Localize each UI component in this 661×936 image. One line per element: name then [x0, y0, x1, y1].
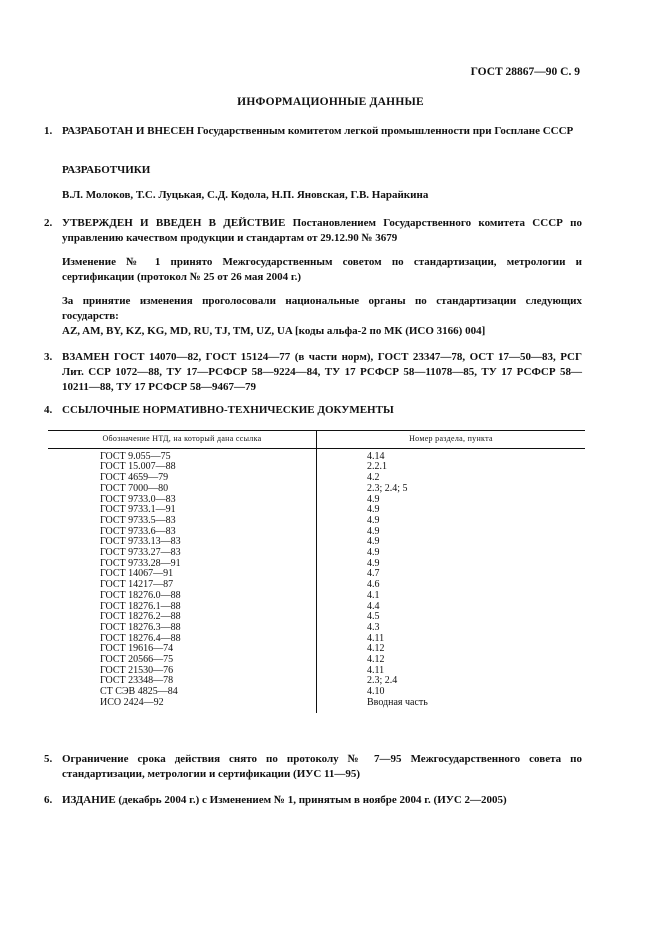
section-reference: 4.14	[367, 450, 385, 462]
section-reference: 4.2	[367, 472, 380, 484]
column-header-section: Номер раздела, пункта	[317, 431, 586, 449]
section-reference: Вводная часть	[367, 696, 428, 708]
document-designation: ГОСТ 7000—80	[48, 484, 317, 495]
voting-note: За принятие изменения проголосовали национальные органы по стандартизации следующих государств:	[62, 295, 582, 322]
section-reference: 4.9	[367, 514, 380, 526]
section-6-number: 6.	[44, 794, 53, 806]
section-reference: 2.3; 2.4	[367, 675, 398, 687]
document-designation: ГОСТ 18276.0—88	[48, 591, 317, 602]
document-designation: ГОСТ 14067—91	[48, 569, 317, 580]
document-designation: ГОСТ 9733.27—83	[48, 548, 317, 559]
section-reference: 2.3; 2.4; 5	[367, 482, 408, 494]
section-reference: 4.1	[367, 589, 380, 601]
column-header-document: Обозначение НТД, на который дана ссылка	[48, 431, 317, 449]
section-reference: 4.9	[367, 547, 380, 559]
document-designation: ГОСТ 9733.0—83	[48, 495, 317, 506]
document-designation: ГОСТ 9733.5—83	[48, 516, 317, 527]
section-4-number: 4.	[44, 404, 53, 416]
reference-table	[48, 430, 585, 713]
section-reference: 2.2.1	[367, 461, 387, 473]
document-designation: ГОСТ 14217—87	[48, 580, 317, 591]
section-reference: 4.11	[367, 664, 385, 676]
section-reference: 4.4	[367, 600, 380, 612]
section-2-number: 2.	[44, 217, 53, 229]
section-6-text: ИЗДАНИЕ (декабрь 2004 г.) с Изменением № 1, принятым в ноябре 2004 г. (ИУС 2—2005)	[62, 794, 507, 806]
section-3-number: 3.	[44, 351, 53, 363]
reference-table-body	[48, 448, 585, 712]
section-4-title: ССЫЛОЧНЫЕ НОРМАТИВНО-ТЕХНИЧЕСКИЕ ДОКУМЕНТЫ	[62, 404, 394, 416]
section-1-number: 1.	[44, 125, 53, 137]
country-codes: AZ, AM, BY, KZ, KG, MD, RU, TJ, TM, UZ, UA [коды альфа-2 по МК (ИСО 3166) 004]	[62, 325, 486, 337]
section-reference: 4.9	[367, 557, 380, 569]
section-reference: 4.12	[367, 654, 385, 666]
section-reference: 4.9	[367, 504, 380, 516]
document-designation: ГОСТ 20566—75	[48, 655, 317, 666]
section-5-text: Ограничение срока действия снято по протоколу № 7—95 Межгосударственного совета по стандартизации, метрологии и сертификации (ИУС 11—95)	[62, 753, 582, 780]
developers-heading: РАЗРАБОТЧИКИ	[62, 164, 151, 176]
document-designation: ГОСТ 19616—74	[48, 644, 317, 655]
table-row	[48, 484, 585, 495]
document-designation: ГОСТ 23348—78	[48, 676, 317, 687]
table-row	[48, 591, 585, 602]
section-reference: 4.10	[367, 686, 385, 698]
document-designation: ГОСТ 18276.1—88	[48, 602, 317, 613]
page-header: ГОСТ 28867—90 С. 9	[470, 66, 580, 78]
section-2-text: УТВЕРЖДЕН И ВВЕДЕН В ДЕЙСТВИЕ Постановлением Государственного комитета СССР по управлению качеством продукции и стандартам от 29.12.90 № 3679	[62, 217, 582, 244]
document-designation: ГОСТ 18276.3—88	[48, 623, 317, 634]
document-designation: ГОСТ 18276.4—88	[48, 634, 317, 645]
section-reference: 4.9	[367, 493, 380, 505]
document-designation: СТ СЭВ 4825—84	[48, 687, 317, 698]
document-designation: ГОСТ 9733.1—91	[48, 505, 317, 516]
section-reference: 4.5	[367, 611, 380, 623]
document-designation: ГОСТ 4659—79	[48, 473, 317, 484]
section-5-number: 5.	[44, 753, 53, 765]
document-designation: ГОСТ 9733.28—91	[48, 559, 317, 570]
section-reference: 4.9	[367, 525, 380, 537]
table-row	[48, 698, 585, 713]
table-row	[48, 448, 585, 462]
section-reference: 4.9	[367, 536, 380, 548]
section-reference: 4.3	[367, 621, 380, 633]
document-designation: ГОСТ 9733.13—83	[48, 537, 317, 548]
section-reference: 4.11	[367, 632, 385, 644]
document-designation: ГОСТ 9733.6—83	[48, 527, 317, 538]
document-designation: ГОСТ 18276.2—88	[48, 612, 317, 623]
section-1-text: РАЗРАБОТАН И ВНЕСЕН Государственным комитетом легкой промышленности при Госплане СССР	[62, 125, 574, 137]
section-reference: 4.6	[367, 579, 380, 591]
document-designation: ГОСТ 15.007—88	[48, 462, 317, 473]
section-reference: 4.7	[367, 568, 380, 580]
document-designation: ГОСТ 9.055—75	[48, 448, 317, 462]
developers-list: В.Л. Молоков, Т.С. Луцькая, С.Д. Кодола, Н.П. Яновская, Г.В. Нарайкина	[62, 189, 429, 201]
document-designation: ГОСТ 21530—76	[48, 666, 317, 677]
section-reference: 4.12	[367, 643, 385, 655]
section-3-text: ВЗАМЕН ГОСТ 14070—82, ГОСТ 15124—77 (в части норм), ГОСТ 23347—78, ОСТ 17—50—83, РСГ Лит. ССР 1072—88, ТУ 17—РСФСР 58—9224—84, ТУ 17 РСФСР 58—11078—85, ТУ 17 РСФСР 58—10211—88, ТУ 17 РСФСР 58—9467—79	[62, 351, 582, 393]
page-title: ИНФОРМАЦИОННЫЕ ДАННЫЕ	[237, 96, 424, 108]
document-designation: ИСО 2424—92	[48, 698, 317, 713]
amendment-note: Изменение № 1 принято Межгосударственным советом по стандартизации, метрологии и сертификации (протокол № 25 от 26 мая 2004 г.)	[62, 256, 582, 283]
